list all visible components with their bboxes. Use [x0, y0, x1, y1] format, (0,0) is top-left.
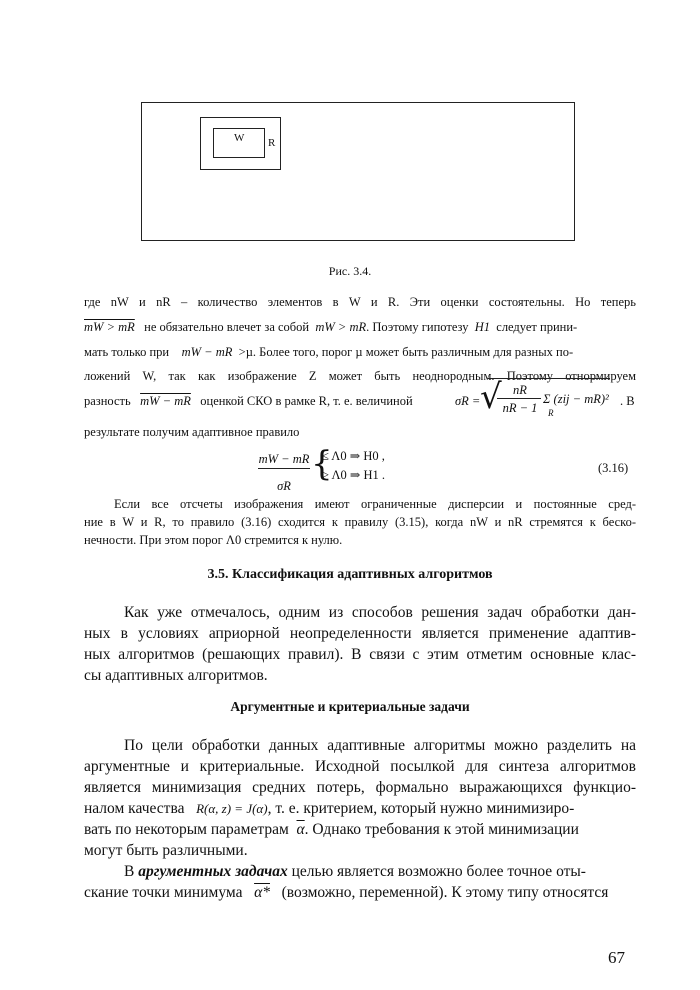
equation-number: (3.16): [598, 461, 629, 475]
para1-text: мать только при: [84, 345, 170, 359]
figure-label-w: W: [234, 132, 245, 144]
para5-text: целью является возможно более точное оты-: [291, 863, 586, 880]
quality-functional: R(α, z) = J(α): [196, 801, 268, 816]
para4-text: . Однако требования к этой минимизации: [304, 821, 579, 838]
para1-line2: [84, 319, 636, 335]
means-difference: mW − mR: [140, 394, 191, 408]
para1-text: не обязательно влечет за собой: [144, 320, 310, 334]
para2-line3: нечности. При этом порог Λ0 стремится к нулю.: [84, 533, 343, 547]
para4-line6: могут быть различными.: [84, 842, 248, 859]
parameter-alpha: $\overline{\alpha}$: [296, 821, 305, 838]
para2-line1: Если все отсчеты изображения имеют ограниченные дисперсии и постоянные сред-: [114, 497, 636, 511]
hypothesis-h1: H1: [474, 320, 491, 334]
inequality-means: mW > mR: [84, 320, 135, 334]
equation-case1: ≤ Λ0 ⇒ H0 ,: [322, 449, 385, 463]
para1-line6: результате получим адаптивное правило: [84, 425, 300, 439]
page-number: 67: [608, 948, 625, 967]
figure-caption: Рис. 3.4.: [328, 264, 372, 278]
para4-line3: является минимизация средних потерь, формально выражающихся функцио-: [84, 779, 636, 796]
para1-line4: ложений W, так как изображение Z может быть неоднородным. Поэтому отнормируем: [84, 369, 636, 383]
para4-line4: [84, 799, 636, 819]
para1-text: следует прини-: [496, 320, 578, 334]
equation-fraction-line: [258, 468, 310, 469]
para3-line4: сы адаптивных алгоритмов.: [84, 667, 268, 684]
para4-text: , т. е. критерием, который нужно минимизиро-: [267, 800, 575, 817]
equation-denominator: σR: [277, 479, 291, 493]
para5-text: В: [124, 863, 135, 880]
para4-text: налом качества: [84, 800, 185, 817]
figure-label-r: R: [268, 137, 276, 149]
para1-text: разность: [84, 394, 131, 408]
para1-line5-left: [84, 393, 413, 409]
equation-case2: > Λ0 ⇒ H1 .: [322, 468, 386, 482]
term-argument-tasks: аргументных задачах: [138, 863, 288, 880]
para3-line3: ных алгоритмов (решающих правил). В связи с этим отметим основные клас-: [84, 646, 636, 663]
para4-line5: [84, 820, 636, 840]
sqrt-sign: √: [480, 377, 502, 417]
para4-line1: По цели обработки данных адаптивные алгоритмы можно разделить на: [124, 737, 636, 754]
sigma-sum-index: R: [548, 408, 554, 418]
equation-numerator: mW − mR: [258, 452, 310, 466]
sigma-r-lhs: σR =: [455, 394, 481, 408]
subsection-title: Аргументные и критериальные задачи: [230, 699, 470, 714]
sigma-sum: Σ (zij − mR)²: [543, 392, 609, 406]
para1-text: >µ. Более того, порог µ может быть различным для разных по-: [238, 345, 574, 359]
para1-text: . Поэтому гипотезу: [366, 320, 469, 334]
minimum-point-alpha: α*: [254, 884, 270, 901]
para5-text: скание точки минимума: [84, 884, 243, 901]
para4-text: вать по некоторым параметрам: [84, 821, 289, 838]
para2-line2: ние в W и R, то правило (3.16) сходится к правилу (3.15), когда nW и nR стремятся к беско-: [84, 515, 636, 529]
para3-line1: Как уже отмечалось, одним из способов решения задач обработки дан-: [124, 604, 636, 621]
para1-text: . В: [620, 394, 635, 408]
sigma-frac-line: [497, 398, 541, 399]
sigma-frac-den: nR − 1: [502, 401, 538, 415]
para4-line2: аргументные и критериальные. Исходной посылкой для синтеза алгоритмов: [84, 758, 636, 775]
para1-text: оценкой СКО в рамке R, т. е. величиной: [200, 394, 413, 408]
inequality-means-true: mW > mR: [315, 320, 367, 334]
sigma-frac-num: nR: [513, 383, 527, 397]
para1-line1: где nW и nR – количество элементов в W и R. Эти оценки состоятельны. Но теперь: [84, 295, 636, 309]
para3-line2: ных в условиях априорной неопределенности является применение адаптив-: [84, 625, 636, 642]
para5-text: (возможно, переменной). К этому типу относятся: [281, 884, 609, 901]
equation-brace: {: [311, 444, 333, 484]
means-difference: mW − mR: [181, 345, 233, 359]
para5-line2: [84, 883, 636, 903]
para1-line3: [84, 344, 636, 360]
section-title: 3.5. Классификация адаптивных алгоритмов: [207, 567, 493, 582]
para5-line1: [124, 862, 636, 882]
